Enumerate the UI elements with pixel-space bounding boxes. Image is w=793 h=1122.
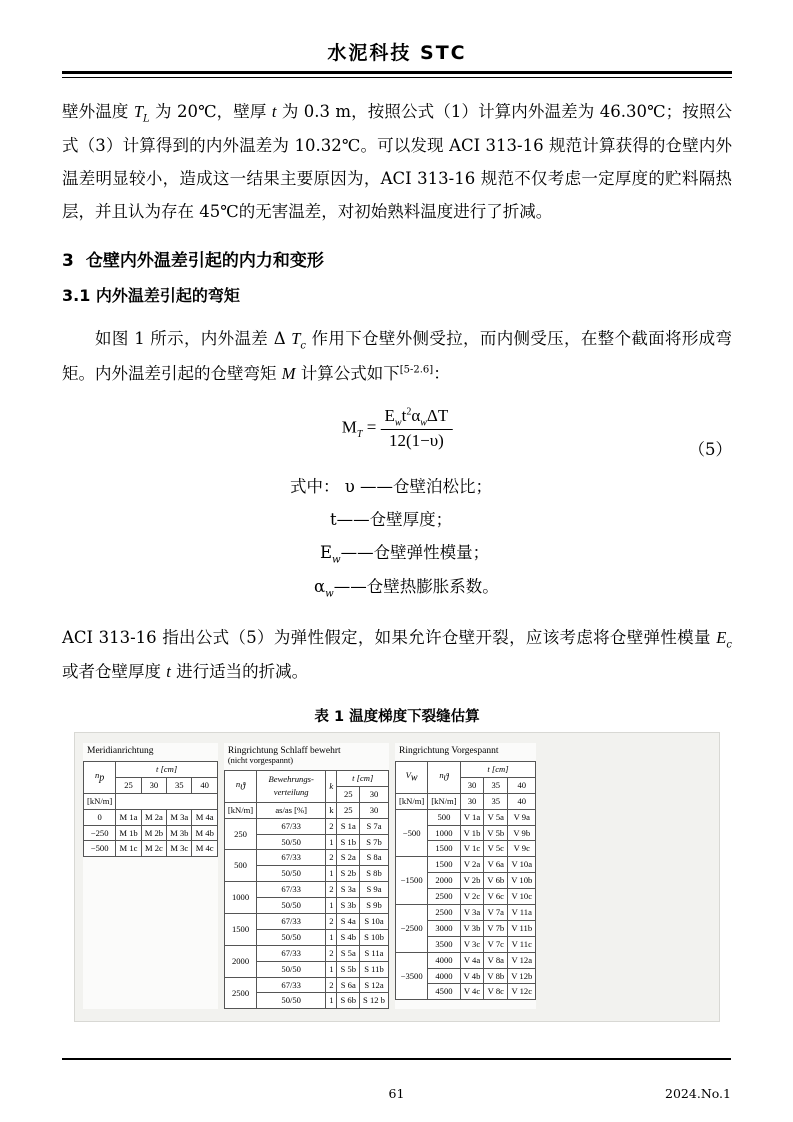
col2-r0-ratio: 67/33 [257,818,326,834]
col3-r0-c1: V 1a [460,809,484,825]
col3-r2-c1: V 1c [460,841,484,857]
col3-r6-n: 2500 [428,905,460,921]
col2-r4-n: 1000 [224,882,256,914]
formula-where-block [62,470,732,605]
col1-r1-c0: M 1b [116,825,141,841]
var-Tc: T [291,329,301,349]
figure-col-meridianrichtung [83,743,218,1009]
subsection-number: 3.1 [62,285,91,305]
col3-r0-c3: V 9a [508,809,536,825]
numer-alpha: α [411,406,421,426]
col3-r7-c3: V 11b [508,920,536,936]
col3-unit-v: [kN/m] [395,793,427,809]
paragraph-3 [62,621,732,688]
formula-numerator [381,406,453,430]
page-number: 61 [388,1086,405,1101]
col3-r1-c2: V 5b [484,825,508,841]
col2-r0-c1: S 1a [337,818,360,834]
col1-table [83,761,218,857]
para2-part3: 计算公式如下 [295,363,400,383]
col2-r5-ratio: 50/50 [257,898,326,914]
col3-r10-c2: V 8b [484,968,508,984]
col2-r6-k: 2 [326,914,337,930]
col2-n-sub: ϑ [240,781,246,793]
col2-r1-c2: S 7b [360,834,389,850]
col3-n: n [439,770,444,781]
col2-r11-ratio: 50/50 [257,993,326,1009]
col1-r1-c1: M 2b [141,825,166,841]
var-M: M [281,363,296,383]
formula-expression [342,406,453,451]
col1-unit: [kN/m] [84,793,116,809]
col1-r0-c0: M 1a [116,809,141,825]
figure-columns [83,743,711,1009]
col3-t-30: 30 [460,777,484,793]
col2-r8-k: 2 [326,945,337,961]
page-content [62,38,732,1022]
col3-r4-c2: V 6b [484,873,508,889]
col3-unit-n: [kN/m] [428,793,460,809]
col3-title: Ringrichtung Vorgespannt [398,745,499,756]
col3-r5-n: 2500 [428,889,460,905]
col3-r1-n: 1000 [428,825,460,841]
col2-r7-k: 1 [326,929,337,945]
col2-k-label: k [326,802,337,818]
col2-r10-ratio: 67/33 [257,977,326,993]
col2-ratio-label: as/as [%] [257,802,326,818]
col3-head-v [395,761,427,793]
col3-r9-v: −3500 [395,952,427,1000]
col1-r2-n: −500 [84,841,116,857]
col2-r0-n: 250 [224,818,256,850]
col2-r7-c2: S 10b [360,929,389,945]
col1-n: n [95,770,100,781]
col3-r4-c1: V 2b [460,873,484,889]
para3-part3: 进行适当的折减。 [170,662,309,682]
col1-t-35: 35 [167,777,192,793]
formula-number: （5） [688,440,732,460]
col3-head-t: t [cm] [460,761,536,777]
col3-r3-c3: V 10a [508,857,536,873]
col2-r5-c2: S 9b [360,898,389,914]
col3-r8-n: 3500 [428,936,460,952]
table-row [84,809,218,825]
section-heading-3 [62,246,732,271]
col3-r6-c2: V 7a [484,905,508,921]
col2-head-t: t [cm] [337,770,389,786]
where-line-3 [62,536,732,570]
table-row [84,841,218,857]
numer-t-sup: 2 [406,406,412,418]
var-Ec: E [716,628,727,648]
var-t2: t [166,662,171,682]
col2-r8-n: 2000 [224,945,256,977]
col1-r2-c2: M 3c [167,841,192,857]
journal-title: 水泥科技 STC [327,42,467,64]
col1-r1-c3: M 4b [192,825,217,841]
col3-r7-c1: V 3b [460,920,484,936]
paragraph-1 [62,95,732,228]
col2-t-25: 25 [337,786,360,802]
col2-r5-k: 1 [326,898,337,914]
para3-part2: 或者仓壁厚度 [62,662,167,682]
figure-table-1 [74,732,720,1022]
header-rule [62,71,732,78]
col3-v-sub: w [410,772,418,784]
where-E-sub: w [332,554,341,566]
var-t: t [271,101,277,121]
col3-r4-n: 2000 [428,873,460,889]
col2-r11-c2: S 12 b [360,993,389,1009]
numer-E-sub: w [394,417,402,429]
col2-r10-k: 2 [326,977,337,993]
col3-r3-v: −1500 [395,857,427,905]
col3-r6-c1: V 3a [460,905,484,921]
figure-col-vorgespannt [395,743,536,1009]
col3-r11-c1: V 4c [460,984,484,1000]
formula-denominator: 12(1−υ) [388,431,444,451]
col1-t-40: 40 [192,777,217,793]
table-row [395,793,535,809]
citation-ref: [5-2.6] [399,364,434,376]
col2-t-30: 30 [360,786,389,802]
var-Ec-sub: c [726,639,732,651]
col3-r1-c3: V 9b [508,825,536,841]
where-alpha-sub: w [325,588,334,600]
col1-r2-c0: M 1c [116,841,141,857]
table-row [224,945,388,961]
table-row [224,977,388,993]
col2-r10-c1: S 6a [337,977,360,993]
col2-r0-k: 2 [326,818,337,834]
where-E-text: ——仓壁弹性模量； [340,543,490,563]
col2-r5-c1: S 3b [337,898,360,914]
col3-unit-40: 40 [508,793,536,809]
col3-r8-c1: V 3c [460,936,484,952]
col2-r0-c2: S 7a [360,818,389,834]
col3-r5-c1: V 2c [460,889,484,905]
col3-r11-c3: V 12c [508,984,536,1000]
formula-lhs-sub: T [356,429,363,441]
col2-r8-c2: S 11a [360,945,389,961]
col1-r1-c2: M 3b [167,825,192,841]
col2-title-main: Ringrichtung Schlaff bewehrt [227,745,341,756]
table-row [395,761,535,777]
col2-r9-c2: S 11b [360,961,389,977]
table-row [224,818,388,834]
col3-table [395,761,536,1000]
subsection-heading-3-1 [62,283,732,306]
col1-r0-n: 0 [84,809,116,825]
formula-equals: = [366,417,377,437]
table-row [224,914,388,930]
where-alpha: α [314,577,326,597]
col2-r8-c1: S 5a [337,945,360,961]
paragraph-2 [62,322,732,389]
where-line-1: 式中： υ ——仓壁泊松比； [290,477,493,497]
para1-part1: 壁外温度 [62,101,134,121]
col2-r4-k: 2 [326,882,337,898]
col3-r10-n: 4000 [428,968,460,984]
table-row [84,761,218,777]
para3-part1: ACI 313-16 指出公式（5）为弹性假定，如果允许仓壁开裂，应该考虑将仓壁弹性模量 [62,628,717,648]
col3-r5-c3: V 10c [508,889,536,905]
col2-r2-ratio: 67/33 [257,850,326,866]
para1-part3: 为 0.3 m，按照公式（1）计算内外温差为 46.30℃；按照公式（3）计算得到的内外温差为 10.32℃。可以发现 ACI 313-16 规范计算获得的仓壁内外温差明显较小，造成这一结果主要原因为，ACI 313-16 规范不仅考虑一定厚度的贮料隔热层，并且认为存在 45℃的无害温差，对初始熟料温度进行了折减。 [62,101,732,221]
col2-r8-ratio: 67/33 [257,945,326,961]
col3-r3-c1: V 2a [460,857,484,873]
col2-unit: [kN/m] [224,802,256,818]
col2-title [224,743,389,770]
col3-r2-c3: V 9c [508,841,536,857]
col1-head-t: t [cm] [116,761,218,777]
col2-r2-n: 500 [224,850,256,882]
table-row [224,802,388,818]
col3-unit-30: 30 [460,793,484,809]
col3-r6-c3: V 11a [508,905,536,921]
col2-r3-k: 1 [326,866,337,882]
col1-r0-c2: M 3a [167,809,192,825]
col2-r6-c2: S 10a [360,914,389,930]
col1-blank [116,793,218,809]
where-E: E [320,543,333,563]
col3-r10-c3: V 12b [508,968,536,984]
col3-r9-c1: V 4a [460,952,484,968]
col3-r11-n: 4500 [428,984,460,1000]
col2-r3-c2: S 8b [360,866,389,882]
col3-r10-c1: V 4b [460,968,484,984]
var-TL-sub: L [143,112,150,124]
col1-title: Meridianrichtung [87,745,154,756]
col3-r11-c2: V 8c [484,984,508,1000]
issue-label: 2024.No.1 [665,1086,731,1101]
col2-r2-c1: S 2a [337,850,360,866]
col2-r7-c1: S 4b [337,929,360,945]
col1-r2-c3: M 4c [192,841,217,857]
col3-r2-c2: V 5c [484,841,508,857]
col1-t-30: 30 [141,777,166,793]
col2-r4-c1: S 3a [337,882,360,898]
col3-t-35: 35 [484,777,508,793]
col2-r4-c2: S 9a [360,882,389,898]
col2-r11-c1: S 6b [337,993,360,1009]
col2-r3-ratio: 50/50 [257,866,326,882]
numer-deltaT: ΔT [426,406,449,426]
col2-head-beweh: Bewehrungs-verteilung [257,770,326,802]
table-row [395,952,535,968]
col2-r2-c2: S 8a [360,850,389,866]
col3-n-sub: ϑ [443,772,449,784]
col2-unit-30: 30 [360,802,389,818]
col3-r1-c1: V 1b [460,825,484,841]
subsection-title: 内外温差引起的弯矩 [95,285,240,305]
col2-r9-c1: S 5b [337,961,360,977]
col3-r5-c2: V 6c [484,889,508,905]
table-row [395,857,535,873]
table-caption: 表 1 温度梯度下裂缝估算 [314,708,480,725]
col1-head-n [84,761,116,793]
col2-r1-k: 1 [326,834,337,850]
col2-table [224,770,389,1009]
numer-t: t [401,406,407,426]
col1-r0-c3: M 4a [192,809,217,825]
col2-r3-c1: S 2b [337,866,360,882]
col3-unit-35: 35 [484,793,508,809]
col2-r10-c2: S 12a [360,977,389,993]
col2-n: n [235,779,241,790]
col1-n-sub: p [99,772,105,784]
var-Tc-sub: c [300,340,306,352]
col3-r9-c3: V 12a [508,952,536,968]
col3-r4-c3: V 10b [508,873,536,889]
col2-r11-k: 1 [326,993,337,1009]
where-line-2: t——仓壁厚度； [330,510,453,530]
col3-r8-c2: V 7c [484,936,508,952]
col2-r9-k: 1 [326,961,337,977]
col2-r7-ratio: 50/50 [257,929,326,945]
formula-lhs: M [341,417,357,437]
table-row [224,770,388,786]
col1-r1-n: −250 [84,825,116,841]
where-line-4 [62,570,732,604]
col3-r9-c2: V 8a [484,952,508,968]
col3-r0-c2: V 5a [484,809,508,825]
col2-unit-25: 25 [337,802,360,818]
table-row [224,850,388,866]
col2-r1-c1: S 1b [337,834,360,850]
numer-E: E [384,406,395,426]
col1-t-25: 25 [116,777,141,793]
col3-r2-n: 1500 [428,841,460,857]
para2-part2: 作用下仓壁外侧受拉，而内侧受压，在整个截面将形成弯矩。内外温差引起的仓壁弯矩 [62,329,732,383]
col2-r9-ratio: 50/50 [257,961,326,977]
col2-r6-n: 1500 [224,914,256,946]
table-row [84,793,218,809]
col2-r2-k: 2 [326,850,337,866]
col2-r6-c1: S 4a [337,914,360,930]
section-number: 3 [62,250,74,271]
col2-r6-ratio: 67/33 [257,914,326,930]
col1-r0-c1: M 2a [141,809,166,825]
footer-rule [62,1058,731,1060]
col1-r2-c1: M 2c [141,841,166,857]
col2-r10-n: 2500 [224,977,256,1009]
formula-5 [62,406,732,464]
where-alpha-text: ——仓壁热膨胀系数。 [333,577,499,597]
col2-head-k: k [326,770,337,802]
col3-r3-n: 1500 [428,857,460,873]
col3-r6-v: −2500 [395,905,427,953]
col2-head-n [224,770,256,802]
table-row [84,825,218,841]
numer-alpha-sub: w [420,417,427,429]
para2-part4: ： [433,363,450,383]
col3-r7-c2: V 7b [484,920,508,936]
col3-r0-n: 500 [428,809,460,825]
col3-r8-c3: V 11c [508,936,536,952]
formula-fraction [381,406,453,451]
col2-r4-ratio: 67/33 [257,882,326,898]
col3-head-n [428,761,460,793]
figure-col-schlaff-bewehrt [224,743,389,1009]
table-row [224,882,388,898]
col3-r0-v: −500 [395,809,427,857]
col3-r9-n: 4000 [428,952,460,968]
para1-part2: 为 20℃，壁厚 [149,101,272,121]
col3-r7-n: 3000 [428,920,460,936]
col3-t-40: 40 [508,777,536,793]
col2-r1-ratio: 50/50 [257,834,326,850]
var-TL: T [133,101,144,121]
col2-subtitle: (nicht vorgespannt) [227,755,294,765]
table-row [395,809,535,825]
table-row [395,905,535,921]
section-title: 仓壁内外温差引起的内力和变形 [85,250,324,271]
col3-v: V [405,770,411,781]
para2-part1: 如图 1 所示，内外温差 Δ [95,329,292,349]
col3-r3-c2: V 6a [484,857,508,873]
